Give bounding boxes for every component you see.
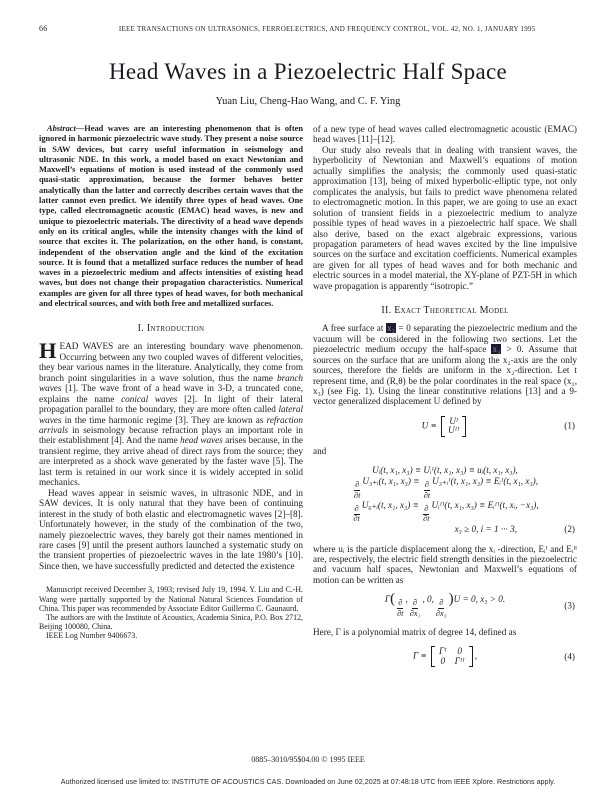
license-notice: Authorized licensed use limited to: INSTITUTE OF ACOUSTICS CAS. Downloaded on June 02,2025 at 07:48:18 UTC from IEEE Xplore. Restrictions apply. [60,777,556,786]
frac-denominator: ∂t [423,514,430,524]
partial-fraction [354,481,360,500]
eq1-lhs: U ≡ [421,420,437,431]
model-text: A free surface at [322,323,387,334]
frac-numerator: ∂ [413,598,418,608]
matrix-cell: Γᴵ [439,646,447,657]
eq2-line1: Uᵢ(t, x₁, x₃) ≡ Uᵢᴵ(t, x₁, x₃) ≡ uᵢ(t, x₁, x₃), [372,465,518,476]
partial-fraction [423,505,429,524]
matrix-cell: 0 [457,646,462,657]
eq4-trailing-comma: , [474,650,477,661]
eq3-separator: , 0, [422,594,434,605]
intro-text: [2]. In light of their lateral propagation parallel to the boundary, they are more often called [39,393,303,415]
eq3-separator: , [405,594,408,605]
drop-cap: H [39,338,57,364]
running-head [39,24,577,33]
abstract-label: Abstract— [47,124,85,133]
paper-title: Head Waves in a Piezoelectric Half Space [109,59,507,84]
right-paragraph-here: Here, Γ is a polynomial matrix of degree 14, defined as [313,626,517,637]
abstract-text: Head waves are an interesting phenomenon that is often ignored in harmonic piezoelectric wave study. They present a noise source in SAW devices, but carry useful information in seismology and ultrasonic NDE. In this work, a model based on exact Newtonian and Maxwell’s equations of motion is used instead of the commonly used quasi-static approximation, because the former behaves better analytically than the latter and correctly describes certain waves that the latter cannot even predict. We identify three types of head waves. One type, called electromagnetic acoustic (EMAC) head waves, is new and unique to piezoelectric materials. The directivity of a head wave depends only on its critical angles, while the intensity changes with the kind of source that excites it. The polarization, on the other hand, is constant, independent of the observation angle and the kind of the excitation source. It is found that a metallized surface reduces the number of head waves in a piezoelectric medium and affects intensities of existing head waves, but does not change their propagation characteristics. Numerical examples are given for all three types of head waves, for both mechanical and electrical sources, and with both free and metallized surfaces. [39,124,303,309]
footnote-log-number: IEEE Log Number 9406673. [46,631,138,641]
frac-numerator: ∂ [354,503,359,513]
intro-text: in seismology because refraction plays an important role in their establishment [4]. And the name [39,424,303,446]
italic-term-refraction-arrivals: refraction arrivals [39,414,303,435]
left-column [39,124,303,676]
matrix-2x2 [431,646,473,667]
eq1-bottom: Uᴵᴵ [448,425,460,436]
partial-fraction [410,599,421,618]
eq1-top: Uᴵ [449,415,459,426]
right-paragraph-where: where uᵢ is the particle displacement along the xᵢ -direction, Eᵢᴵ and Eᵢᴵᴵ are, respectively, the electric field strength densities in the piezoelectric and vacuum half spaces, Newtonian and Maxwell’s equations of motion can be written as [313,543,577,585]
frac-numerator: ∂ [398,598,403,608]
matrix-bracket-right [469,646,473,667]
copyright-line: 0885–3010/95$04.00 © 1995 IEEE [251,755,365,764]
frac-denominator: ∂x₃ [435,608,447,618]
section-heading-model: II. Exact Theoretical Model [381,305,509,317]
eq2-line3 [339,500,551,524]
eq2-text: U₆₊ᵢ(t, x₁, x₃) ≡ [361,499,419,510]
frac-numerator: ∂ [355,480,360,490]
intro-paragraph-2: Head waves appear in seismic waves, in ultrasonic NDE, and in SAW devices. It is only natural that they have been of continuing interest in the study of both elastic and electromagnetic waves [2]–[8]. Unfortunately however, in the study of the combination of the two, namely piezoelectric waves, they barely got their names mentioned in rare cases [9] until the present authors launched a systematic study on the transient properties of piezoelectric waves in the late 1980’s [10]. Since then, we have successfully predicted and detected the existence [39,487,303,571]
intro-paragraph-1 [39,338,304,488]
partial-fraction [424,481,430,500]
frac-numerator: ∂ [424,480,429,490]
intro-text: EAD WAVES are an interesting boundary wave phenomenon. Occurring between any two coupled waves of different velocities, they bear various names in the literature. Analytically, they come from branch point singularities in a wave solution, thus the name [39,341,303,383]
equation-1 [313,416,577,437]
matrix-cell: 0 [440,655,446,666]
right-paragraph-2: Our study also reveals that in dealing with transient waves, the hyperbolicity of Newtonian and Maxwell’s equations of motion actually simplifies the analysis; the commonly used quasi-static approximation [13], being of mixed hyperbolic-elliptic type, not only complicates the analysis, but fails to predict wave phenomena related to electromagnetic motion. In this paper, we are going to use an exact solution of transient fields in a piezoelectric medium to analyze possible types of head waves in a piezoelectric half space. We shall also derive, based on the exact algebraic expressions, various propagation parameters of head waves excited by the line impulsive sources on the surface and excitation coefficients. Numerical examples are given for all types of head waves and for both mechanic and electric sources in a model material, the XY-plane of PZT-5H in which wave propagation is apparently “isotropic.” [313,144,577,291]
intro-text: in the time harmonic regime [3]. They are known as [61,414,267,425]
page-number: 66 [39,24,48,33]
connector-and: and [313,445,327,456]
partial-fraction [436,599,447,618]
two-column-body [39,124,577,676]
model-paragraph-1 [313,323,577,407]
model-text: = 0 separating the piezoelectric medium and the vacuum will be considered in the following two sections. Let the piezoelectric medium occupy the half-space [313,323,577,355]
right-column [313,124,577,676]
eq2-line4: x₃ ≥ 0, i = 1 ··· 3, [454,523,517,534]
abstract [39,124,303,309]
intro-text: [1]. The wave front of a head wave in 3-D, a truncated cone, explains the name [39,383,303,404]
eq2-line2 [339,476,551,500]
big-paren-close: ) [448,590,454,607]
italic-term-branch-waves: branch waves [39,372,303,394]
eq2-text: Uᵢᴵᴵ(t, x₁, x₃) ≡ Eᵢᴵᴵ(t, xᵢ, −x₃), [431,499,539,510]
frac-denominator: ∂t [353,490,361,500]
equation-4 [313,646,577,667]
footnote-affiliation: The authors are with the Institute of Acoustics, Academia Sinica, P.O. Box 2712, Beijing 100080, China. [39,612,303,632]
equation-number: (1) [564,420,575,431]
big-paren-open: ( [390,590,396,607]
math-smudge-x3: x₃ [387,323,395,334]
matrix-bracket-right [462,416,466,437]
journal-header: IEEE TRANSACTIONS ON ULTRASONICS, FERROELECTRICS, AND FREQUENCY CONTROL, VOL. 42, NO. 1, JANUARY 1995 [118,25,536,33]
math-smudge-x3: x₃ [492,344,501,355]
matrix-cell: Γᴵᴵ [454,655,465,666]
section-heading-introduction: I. Introduction [137,323,205,335]
equation-number: (3) [564,600,575,611]
equation-number: (4) [564,651,575,662]
first-page-footnote [39,585,303,640]
model-text: > 0. Assume that sources on the surface that are uniform along the x₂-axis are the only sources, therefore the fields are uniform in the x₂-direction. Let t represent time, and (R,θ) be the polar coordinates in the real space (x₁, x₃) (see Fig. 1). Using the linear constitutive relations [13] and a 9-vector generalized displacement U defined by [313,344,577,407]
eq3-tail: U = 0, x₃ > 0. [453,594,506,605]
eq4-lhs: Γ ≡ [413,650,427,661]
italic-term-lateral-waves: lateral waves [39,404,303,425]
frac-denominator: ∂t [397,608,404,618]
partial-fraction [397,599,403,618]
frac-denominator: ∂t [423,490,431,500]
column-vector [441,416,466,437]
footnote-manuscript: Manuscript received December 3, 1993; revised July 19, 1994. Y. Liu and C.-H. Wang were partially supported by the National Natural Sciences Foundation of China. This paper was recommended by Associate Editor Guillermo C. Gaunaurd. [39,585,303,613]
intro-text: arises because, in the transient regime, they arrive ahead of direct rays from the source; they are interpreted as a shock wave generated by the faster wave [5]. The last term is retained in our work since it is widely accepted in solid mechanics. [39,435,304,488]
frac-denominator: ∂t [353,514,360,524]
authors-line: Yuan Liu, Cheng-Hao Wang, and C. F. Ying [215,96,401,107]
italic-term-conical-waves: conical waves [121,393,178,404]
italic-term-head-waves: head waves [180,435,223,446]
frac-denominator: ∂x₁ [409,608,421,618]
partial-fraction [353,505,359,524]
frac-numerator: ∂ [439,598,444,608]
equation-number: (2) [564,523,575,534]
equation-2 [313,465,577,534]
equation-3 [313,590,577,618]
frac-numerator: ∂ [424,503,429,513]
eq2-text: U₃₊ᵢ(t, x₁, x₃) ≡ [362,476,420,487]
eq3-lead: Γ [384,594,391,605]
eq2-text: U₃₊ᵢᴵ(t, x₁, x₃) ≡ Eᵢᴵ(t, x₁, x₃), [432,476,539,487]
right-paragraph-1: of a new type of head waves called electromagnetic acoustic (EMAC) head waves [11]–[12]. [313,124,577,145]
